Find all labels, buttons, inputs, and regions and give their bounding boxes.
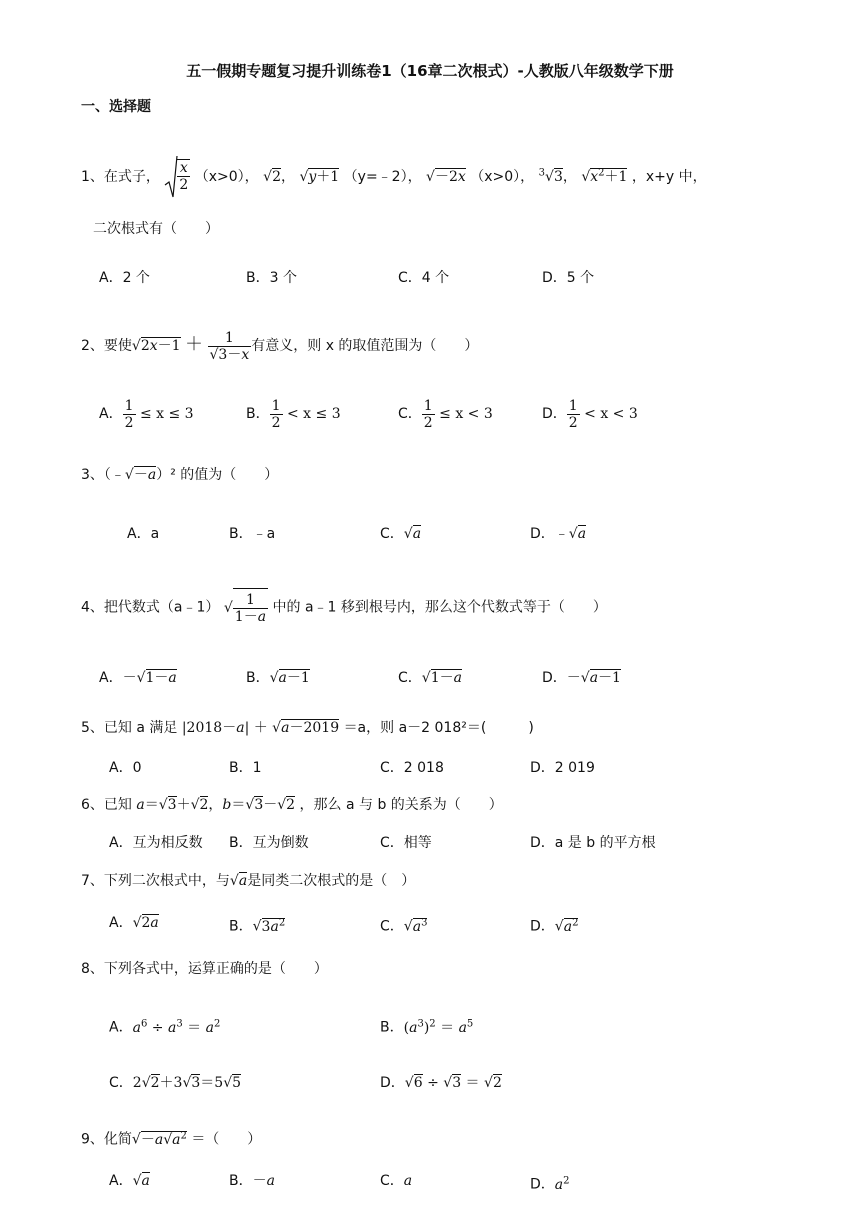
q2-option-b: B． $\frac{1}{2}$ < x ≤ 3	[246, 397, 341, 431]
q2-option-a: A． $\frac{1}{2}$ ≤ x ≤ 3	[99, 397, 194, 431]
question-6: 6、已知 a＝√3＋√2，b＝√3－√2 ，那么 a 与 b 的关系为（ ）	[81, 797, 503, 813]
q1-option-d: D．5 个	[542, 270, 595, 286]
q4-option-c: C．√1－a	[398, 670, 462, 686]
question-5: 5、已知 a 满足 |2018－a| ＋ √a－2019 ＝a，则 a－2 018²＝( )	[81, 720, 534, 736]
q7-option-b: B．$√3a^2$	[229, 917, 286, 935]
q6-option-d: D．a 是 b 的平方根	[530, 835, 656, 851]
q2-option-d: D． $\frac{1}{2}$ < x < 3	[542, 397, 638, 431]
q7-option-d: D．$√a^2$	[530, 917, 579, 935]
q3-option-c: C．√a	[380, 526, 422, 542]
q1-option-a: A．2 个	[99, 270, 150, 286]
q5-option-a: A．0	[109, 760, 142, 776]
q8-option-a: A．$a^6 \div a^3 = a^2$	[109, 1018, 221, 1036]
question-4: 4、把代数式（a﹣1） √ $\frac{1}{1-a}$ 中的 a﹣1 移到根号内，那么这个代数式等于（ ）	[81, 588, 607, 627]
q6-option-a: A．互为相反数	[109, 835, 203, 851]
question-7: 7、下列二次根式中，与√a是同类二次根式的是（ ）	[81, 873, 416, 889]
sqrt-x-over-2: $\frac{x}{2}$	[164, 155, 190, 199]
q9-option-a: A．√a	[109, 1173, 150, 1189]
q5-option-b: B．1	[229, 760, 262, 776]
q4-option-b: B．√a－1	[246, 670, 310, 686]
q5-option-d: D．2 019	[530, 760, 595, 776]
question-9: 9、化简$√-a√a^2$ ＝（ ）	[81, 1130, 262, 1148]
q7-option-a: A．√2a	[109, 915, 159, 931]
q1-option-b: B．3 个	[246, 270, 297, 286]
q8-option-d: D．√6 ÷ √3 ＝ √2	[380, 1075, 502, 1091]
q3-option-b: B．﹣a	[229, 526, 276, 542]
q2-option-c: C． $\frac{1}{2}$ ≤ x < 3	[398, 397, 493, 431]
page-title: 五一假期专题复习提升训练卷1（16章二次根式）-人教版八年级数学下册	[186, 62, 674, 80]
q8-option-b: B．$(a^3)^2 = a^5$	[380, 1018, 474, 1036]
question-2: 2、要使√2x－1 ＋ $\frac{1}{√3-x}$ 有意义，则 x 的取值范围为（ ）	[81, 329, 479, 363]
q7-option-c: C．$√a^3$	[380, 917, 428, 935]
q6-option-c: C．相等	[380, 835, 432, 851]
q4-option-d: D．－√a－1	[542, 670, 621, 686]
q3-option-d: D．﹣√a	[530, 526, 587, 542]
q3-option-a: A．a	[127, 526, 160, 542]
question-1-cont: 二次根式有（ ）	[93, 221, 219, 237]
q8-option-c: C．2√2＋3√3＝5√5	[109, 1075, 242, 1091]
q9-option-c: C．a	[380, 1173, 413, 1189]
question-3: 3、（﹣√－a）² 的值为（ ）	[81, 467, 279, 483]
question-1: 1、在式子， $\frac{x}{2}$ （x>0）， √2， √y＋1 （y=﹣2）， √－2x （x>0）， $^3$√3， $√x^2+1$ ，x+y 中，	[81, 155, 707, 199]
q5-option-c: C．2 018	[380, 760, 444, 776]
q9-option-d: D．$a^2$	[530, 1175, 570, 1193]
q4-option-a: A．－√1－a	[99, 670, 177, 686]
question-8: 8、下列各式中，运算正确的是（ ）	[81, 961, 328, 977]
q1-option-c: C．4 个	[398, 270, 450, 286]
q6-option-b: B．互为倒数	[229, 835, 309, 851]
q9-option-b: B．－a	[229, 1173, 275, 1189]
section-heading: 一、选择题	[81, 99, 151, 115]
